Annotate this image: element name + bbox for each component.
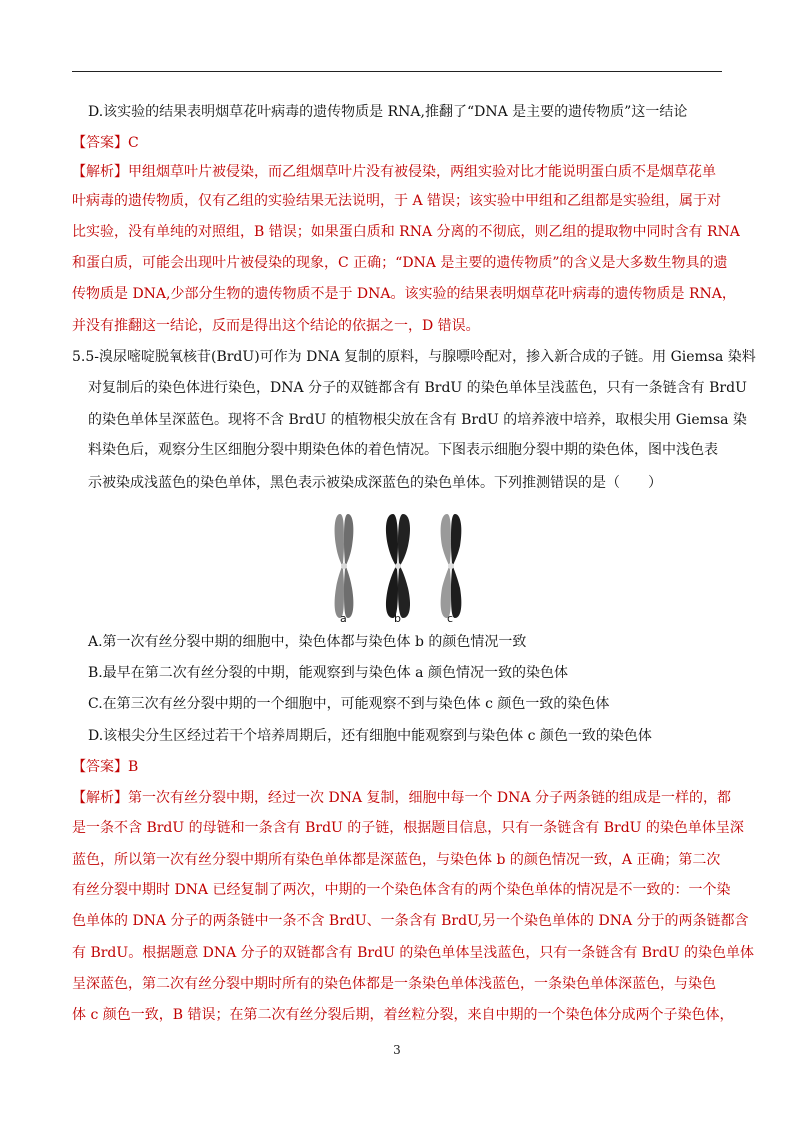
line-text: 是一条不含 BrdU 的母链和一条含有 BrdU 的子链，根据题目信息，只有一条链含有 BrdU 的染色单体呈深: [72, 820, 744, 836]
chromosome-a: [335, 514, 354, 618]
line-text: C: [128, 135, 139, 151]
chromosome-label-a: a: [340, 612, 347, 625]
chromosome-figure: [320, 508, 480, 626]
line-text: 5.5-溴尿嘧啶脱氧核苷(BrdU)可作为 DNA 复制的原料，与腺嘌呤配对，掺入新合成的子链。用 Giemsa 染料: [72, 349, 756, 365]
text-line: [72, 974, 716, 994]
line-text: 并没有推翻这一结论，反而是得出这个结论的依据之一，D 错误。: [72, 318, 480, 334]
text-line: [88, 102, 687, 122]
text-line: [72, 253, 728, 273]
text-line: [72, 943, 754, 963]
chromosome-illustration: [320, 508, 480, 626]
line-text: 传物质是 DNA,少部分生物的遗传物质不是于 DNA。该实验的结果表明烟草花叶病毒的遗传物质是 RNA，: [72, 286, 736, 302]
text-line: [72, 880, 730, 900]
page-number: 3: [393, 1043, 401, 1057]
text-line: [88, 694, 609, 714]
text-line: [72, 316, 480, 336]
line-text: 呈深蓝色，第二次有丝分裂中期时所有的染色体都是一条染色单体浅蓝色，一条染色单体深蓝色，与染色: [72, 976, 716, 992]
line-text: B.最早在第二次有丝分裂的中期，能观察到与染色体 a 颜色情况一致的染色体: [88, 665, 568, 681]
text-line: [72, 191, 721, 211]
text-line: [88, 632, 526, 652]
text-line: [72, 1005, 733, 1025]
text-line: [72, 284, 736, 304]
line-text: 对复制后的染色体进行染色，DNA 分子的双链都含有 BrdU 的染色单体呈浅蓝色，只有一条链含有 BrdU: [88, 380, 747, 396]
line-text: 叶病毒的遗传物质，仅有乙组的实验结果无法说明，于 A 错误；该实验中甲组和乙组都是实验组，属于对: [72, 193, 722, 209]
line-text: 蓝色，所以第一次有丝分裂中期所有染色单体都是深蓝色，与染色体 b 的颜色情况一致，A 正确；第二次: [72, 852, 721, 868]
answer-tag: 【答案】: [72, 135, 128, 151]
line-text: 示被染成浅蓝色的染色单体，黑色表示被染成深蓝色的染色单体。下列推测错误的是（ ）: [88, 475, 662, 491]
header-rule: [72, 71, 722, 72]
text-line: [88, 410, 747, 430]
line-text: 有丝分裂中期时 DNA 已经复制了两次，中期的一个染色体含有的两个染色单体的情况是不一致的：一个染: [72, 882, 731, 898]
line-text: C.在第三次有丝分裂中期的一个细胞中，可能观察不到与染色体 c 颜色一致的染色体: [88, 696, 610, 712]
line-text: 体 c 颜色一致，B 错误；在第二次有丝分裂后期，着丝粒分裂，来自中期的一个染色体分成两个子染色体，: [72, 1007, 734, 1023]
chromosome-label-b: b: [394, 612, 401, 625]
line-text: B: [128, 759, 139, 775]
line-text: 第一次有丝分裂中期，经过一次 DNA 复制，细胞中每一个 DNA 分子两条链的组成是一样的，都: [128, 790, 731, 806]
line-text: 和蛋白质，可能会出现叶片被侵染的现象，C 正确；“DNA 是主要的遗传物质”的含义是大多数生物具的遗: [72, 255, 728, 271]
text-line: [72, 850, 720, 870]
analysis-tag: 【解析】: [72, 790, 128, 806]
text-line: [88, 440, 718, 460]
text-line: [72, 222, 740, 242]
line-text: 色单体的 DNA 分子的两条链中一条不含 BrdU、一条含有 BrdU,另一个染色单体的 DNA 分于的两条链都含: [72, 913, 749, 929]
line-text: D.该实验的结果表明烟草花叶病毒的遗传物质是 RNA,推翻了“DNA 是主要的遗传物质”这一结论: [88, 104, 688, 120]
text-line: [72, 818, 744, 838]
answer-tag: 【答案】: [72, 759, 128, 775]
line-text: D.该根尖分生区经过若干个培养周期后，还有细胞中能观察到与染色体 c 颜色一致的染色体: [88, 728, 652, 744]
chromosome-c: [441, 514, 462, 618]
line-text: 甲组烟草叶片被侵染，而乙组烟草叶片没有被侵染，两组实验对比才能说明蛋白质不是烟草花单: [128, 164, 716, 180]
text-line: [72, 788, 731, 808]
chromosome-b: [386, 514, 410, 618]
text-line: [88, 378, 747, 398]
text-line: [88, 663, 568, 683]
line-text: 比实验，没有单纯的对照组，B 错误；如果蛋白质和 RNA 分离的不彻底，则乙组的提取物中同时含有 RNA: [72, 224, 740, 240]
text-line: [72, 757, 138, 777]
analysis-tag: 【解析】: [72, 164, 128, 180]
text-line: [72, 347, 756, 367]
text-line: [88, 473, 662, 493]
line-text: 料染色后，观察分生区细胞分裂中期染色体的着色情况。下图表示细胞分裂中期的染色体，图中浅色表: [88, 442, 718, 458]
line-text: 的染色单体呈深蓝色。现将不含 BrdU 的植物根尖放在含有 BrdU 的培养液中培养，取根尖用 Giemsa 染: [88, 412, 747, 428]
chromosome-label-c: c: [447, 612, 454, 625]
line-text: A.第一次有丝分裂中期的细胞中，染色体都与染色体 b 的颜色情况一致: [88, 634, 527, 650]
line-text: 有 BrdU。根据题意 DNA 分子的双链都含有 BrdU 的染色单体呈浅蓝色，只有一条链含有 BrdU 的染色单体: [72, 945, 754, 961]
text-line: [72, 911, 749, 931]
text-line: [88, 726, 652, 746]
text-line: [72, 133, 139, 153]
text-line: [72, 162, 716, 182]
